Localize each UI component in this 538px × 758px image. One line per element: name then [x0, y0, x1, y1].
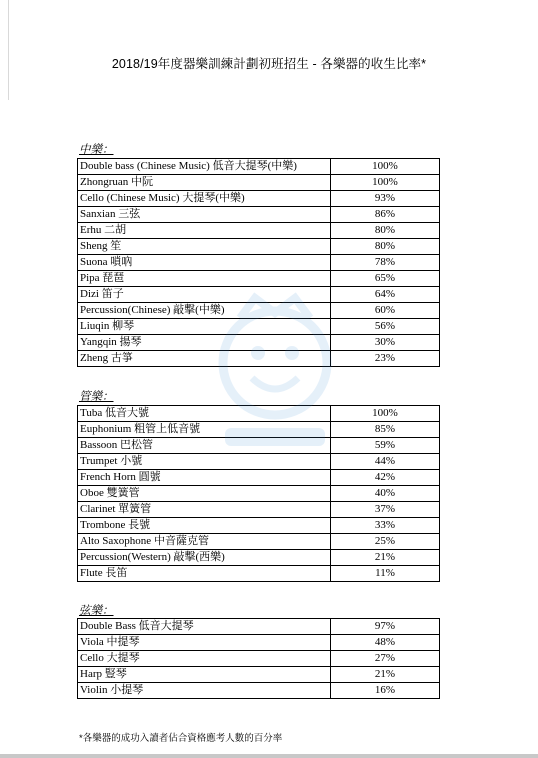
table-row: [78, 486, 440, 502]
table-row: [78, 159, 440, 175]
instrument-name: Violin 小提琴: [78, 683, 331, 699]
instrument-name: Clarinet 單簧管: [78, 502, 331, 518]
admission-rate: 78%: [331, 255, 440, 271]
instrument-name: Zhongruan 中阮: [78, 175, 331, 191]
admission-rate: 97%: [331, 619, 440, 635]
admission-rate: 56%: [331, 319, 440, 335]
admission-rate: 37%: [331, 502, 440, 518]
admission-rate: 65%: [331, 271, 440, 287]
instrument-name: Dizi 笛子: [78, 287, 331, 303]
admission-rate: 44%: [331, 454, 440, 470]
admission-rate: 25%: [331, 534, 440, 550]
instrument-name: Zheng 古箏: [78, 351, 331, 367]
table-row: [78, 502, 440, 518]
table-row: [78, 422, 440, 438]
table-row: [78, 207, 440, 223]
instrument-name: Bassoon 巴松管: [78, 438, 331, 454]
admission-rate: 100%: [331, 175, 440, 191]
instrument-name: Trombone 長號: [78, 518, 331, 534]
table-row: [78, 518, 440, 534]
chinese-instruments-table: [77, 158, 440, 367]
table-row: [78, 239, 440, 255]
instrument-name: Flute 長笛: [78, 566, 331, 582]
admission-rate: 33%: [331, 518, 440, 534]
bottom-bar: [0, 754, 538, 758]
instrument-name: Yangqin 揚琴: [78, 335, 331, 351]
admission-rate: 40%: [331, 486, 440, 502]
instrument-name: Alto Saxophone 中音薩克管: [78, 534, 331, 550]
instrument-name: Suona 嗩吶: [78, 255, 331, 271]
page-edge-line: [8, 0, 9, 100]
instrument-name: Percussion(Western) 敲擊(西樂): [78, 550, 331, 566]
admission-rate: 23%: [331, 351, 440, 367]
instrument-name: Tuba 低音大號: [78, 406, 331, 422]
admission-rate: 100%: [331, 406, 440, 422]
instrument-name: Harp 豎琴: [78, 667, 331, 683]
table-row: [78, 534, 440, 550]
admission-rate: 48%: [331, 635, 440, 651]
section-heading-strings: 弦樂：: [79, 605, 114, 617]
instrument-name: Double Bass 低音大提琴: [78, 619, 331, 635]
admission-rate: 93%: [331, 191, 440, 207]
admission-rate: 16%: [331, 683, 440, 699]
table-row: [78, 438, 440, 454]
admission-rate: 27%: [331, 651, 440, 667]
instrument-name: Sanxian 三弦: [78, 207, 331, 223]
admission-rate: 64%: [331, 287, 440, 303]
admission-rate: 59%: [331, 438, 440, 454]
table-row: [78, 351, 440, 367]
admission-rate: 80%: [331, 239, 440, 255]
table-row: [78, 319, 440, 335]
instrument-name: Sheng 笙: [78, 239, 331, 255]
admission-rate: 11%: [331, 566, 440, 582]
instrument-name: Erhu 二胡: [78, 223, 331, 239]
table-row: [78, 191, 440, 207]
admission-rate: 21%: [331, 550, 440, 566]
table-row: [78, 683, 440, 699]
section-heading-wind: 管樂：: [79, 391, 114, 403]
instrument-name: Liuqin 柳琴: [78, 319, 331, 335]
table-row: [78, 406, 440, 422]
admission-rate: 60%: [331, 303, 440, 319]
table-row: [78, 303, 440, 319]
table-row: [78, 635, 440, 651]
admission-rate: 85%: [331, 422, 440, 438]
instrument-name: Double bass (Chinese Music) 低音大提琴(中樂): [78, 159, 331, 175]
instrument-name: Oboe 雙簧管: [78, 486, 331, 502]
table-row: [78, 550, 440, 566]
table-row: [78, 271, 440, 287]
admission-rate: 86%: [331, 207, 440, 223]
table-row: [78, 566, 440, 582]
instrument-name: Trumpet 小號: [78, 454, 331, 470]
table-row: [78, 667, 440, 683]
table-row: [78, 470, 440, 486]
string-instruments-table: [77, 618, 440, 699]
page-title: 2018/19年度器樂訓練計劃初班招生 - 各樂器的收生比率*: [111, 57, 427, 71]
instrument-name: Cello 大提琴: [78, 651, 331, 667]
admission-rate: 42%: [331, 470, 440, 486]
admission-rate: 30%: [331, 335, 440, 351]
instrument-name: Percussion(Chinese) 敲擊(中樂): [78, 303, 331, 319]
table-row: [78, 255, 440, 271]
table-row: [78, 651, 440, 667]
table-row: [78, 175, 440, 191]
admission-rate: 100%: [331, 159, 440, 175]
table-row: [78, 454, 440, 470]
admission-rate: 80%: [331, 223, 440, 239]
instrument-name: French Horn 圓號: [78, 470, 331, 486]
instrument-name: Viola 中提琴: [78, 635, 331, 651]
admission-rate: 21%: [331, 667, 440, 683]
table-row: [78, 335, 440, 351]
wind-instruments-table: [77, 405, 440, 582]
instrument-name: Cello (Chinese Music) 大提琴(中樂): [78, 191, 331, 207]
table-row: [78, 223, 440, 239]
instrument-name: Pipa 琵琶: [78, 271, 331, 287]
footnote: *各樂器的成功入讀者佔合資格應考人數的百分率: [79, 733, 283, 744]
section-heading-chinese: 中樂：: [79, 144, 114, 156]
table-row: [78, 287, 440, 303]
table-row: [78, 619, 440, 635]
instrument-name: Euphonium 粗管上低音號: [78, 422, 331, 438]
